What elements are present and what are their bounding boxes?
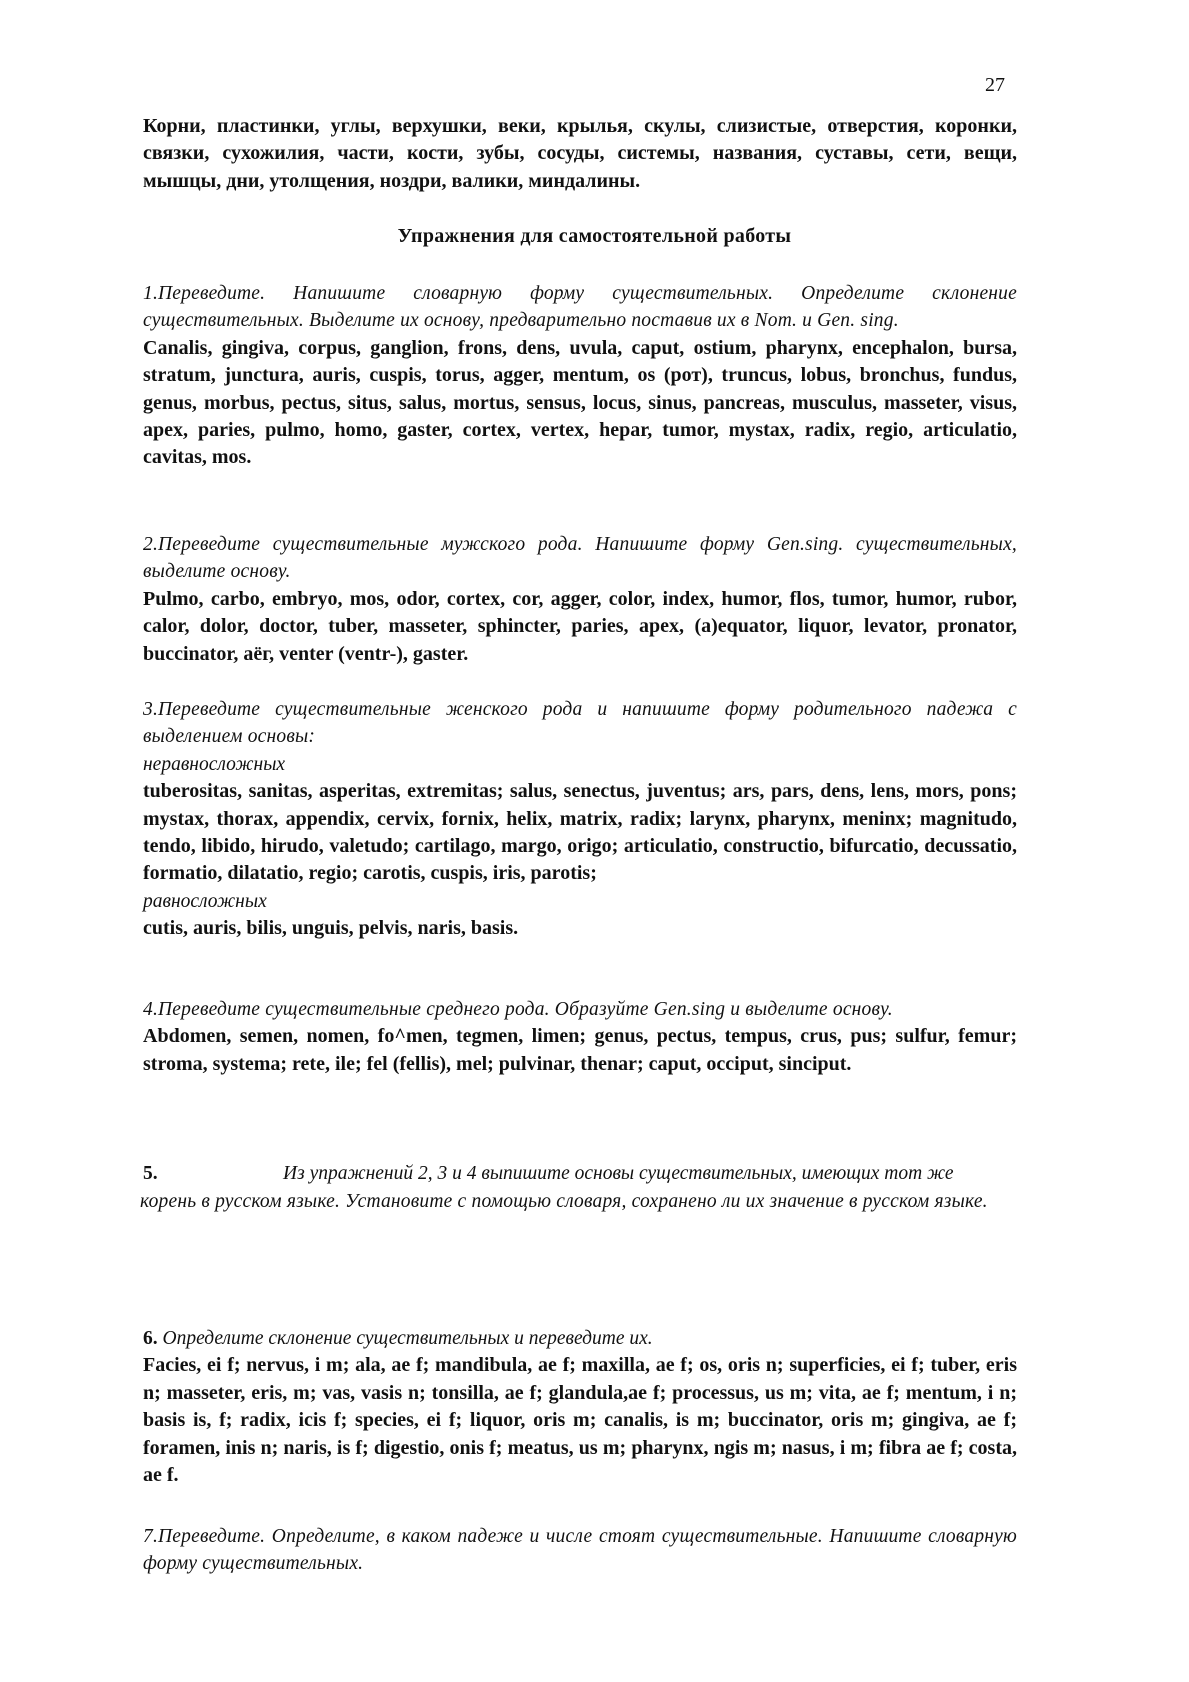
- exercise-5-number: 5.: [143, 1163, 158, 1184]
- exercise-4: [143, 996, 1017, 1078]
- exercise-7: [143, 1523, 1017, 1578]
- exercise-6: [143, 1325, 1017, 1489]
- exercise-4-instruction: 4.Переведите существительные среднего рода. Образуйте Gen.sing и выделите основу.: [143, 999, 893, 1020]
- exercise-2-words: Pulmo, carbo, embryo, mos, odor, cortex, cor, agger, color, index, humor, flos, tumor, humor, rubor, calor, dolor, doctor, tuber, masseter, sphincter, paries, apex, (a)equator, liquor, levator, pronator, buccinator, аёг, venter (ventr-), gaster.: [143, 587, 1017, 665]
- exercise-2-instruction: 2.Переведите существительные мужского рода. Напишите форму Gen.sing. существительных, выделите основу.: [143, 534, 1017, 583]
- exercise-6-words: Facies, ei f; nervus, i m; ala, ae f; mandibula, ae f; maxilla, ae f; os, oris n; superficies, ei f; tuber, eris n; masseter, eris, m; vas, vasis n; tonsilla, ae f; glandula,ae f; processus, us m; vita, ae f; mentum, i n; basis is, f; radix, icis f; species, ei f; liquor, oris m; canalis, is m; buccinator, oris m; gingiva, ae f; foramen, inis n; naris, is f; digestio, onis f; meatus, us m; pharynx, ngis m; nasus, i m; fibra ae f; costa, ae f.: [143, 1354, 1017, 1487]
- exercise-3-sub1-label: неравносложных: [143, 753, 286, 775]
- exercise-5-first-line: [143, 1160, 1143, 1187]
- exercise-5-continuation: [140, 1188, 1020, 1215]
- exercise-1: [143, 280, 1017, 472]
- exercise-1-words: Canalis, gingiva, corpus, ganglion, frons, dens, uvula, caput, ostium, pharynx, encephalon, bursa, stratum, junctura, auris, cuspis, torus, agger, mentum, os (рот), truncus, lobus, bronchus, fundus, genus, morbus, pectus, situs, salus, mortus, sensus, locus, sinus, pancreas, musculus, masseter, visus, apex, paries, pulmo, homo, gaster, cortex, vertex, hepar, tumor, mystax, radix, regio, articulatio, cavitas, mos.: [143, 336, 1017, 469]
- exercise-3-sub1-words: tuberositas, sanitas, asperitas, extremitas; salus, senectus, juventus; ars, pars, dens, lens, mors, pons; mystax, thorax, appendix, cervix, fornix, helix, matrix, radix; larynx, pharynx, meninx; magnitudo, tendo, libido, hirudo, valetudo; cartilago, margo, origo; articulatio, constructio, bifurcatio, decussatio, formatio, dilatatio, regio; carotis, cuspis, iris, parotis;: [143, 780, 1017, 885]
- intro-word-list: [143, 113, 1017, 195]
- exercise-2: [143, 531, 1017, 668]
- exercise-6-number: 6.: [143, 1328, 158, 1349]
- exercise-6-instruction-line: [143, 1325, 1017, 1352]
- exercise-4-words: Abdomen, semen, nomen, fo^men, tegmen, limen; genus, pectus, tempus, crus, pus; sulfur, femur; stroma, systema; rete, ile; fel (fellis), mel; pulvinar, thenar; caput, occiput, sinciput.: [143, 1025, 1017, 1075]
- exercise-7-instruction: 7.Переведите. Определите, в каком падеже и числе стоят существительные. Напишите словарную форму существительных.: [143, 1526, 1017, 1575]
- exercise-5-instruction-rest: корень в русском языке. Установите с помощью словаря, сохранено ли их значение в русском языке.: [140, 1191, 988, 1212]
- exercise-5-instruction-line1: Из упражнений 2, 3 и 4 выпишите основы существительных, имеющих тот же: [283, 1163, 954, 1184]
- intro-words: Корни, пластинки, углы, верхушки, веки, крылья, скулы, слизистые, отверстия, коронки, связки, сухожилия, части, кости, зубы, сосуды, системы, названия, суставы, сети, вещи, мышцы, дни, утолщения, ноздри, валики, миндалины.: [143, 115, 1017, 192]
- exercise-3: [143, 696, 1017, 943]
- exercise-3-sub2-words: cutis, auris, bilis, unguis, pelvis, naris, basis.: [143, 917, 519, 940]
- exercise-3-instruction: 3.Переведите существительные женского рода и напишите форму родительного падежа с выделением основы:: [143, 699, 1017, 748]
- section-title: Упражнения для самостоятельной работы: [397, 225, 792, 247]
- exercise-1-instruction: 1.Переведите. Напишите словарную форму существительных. Определите склонение существительных. Выделите их основу, предварительно поставив их в Nom. и Gen. sing.: [143, 283, 1017, 332]
- page-number: 27: [985, 74, 1005, 96]
- exercise-6-instruction: Определите склонение существительных и переведите их.: [162, 1328, 653, 1349]
- exercise-3-sub2-label: равносложных: [143, 890, 267, 912]
